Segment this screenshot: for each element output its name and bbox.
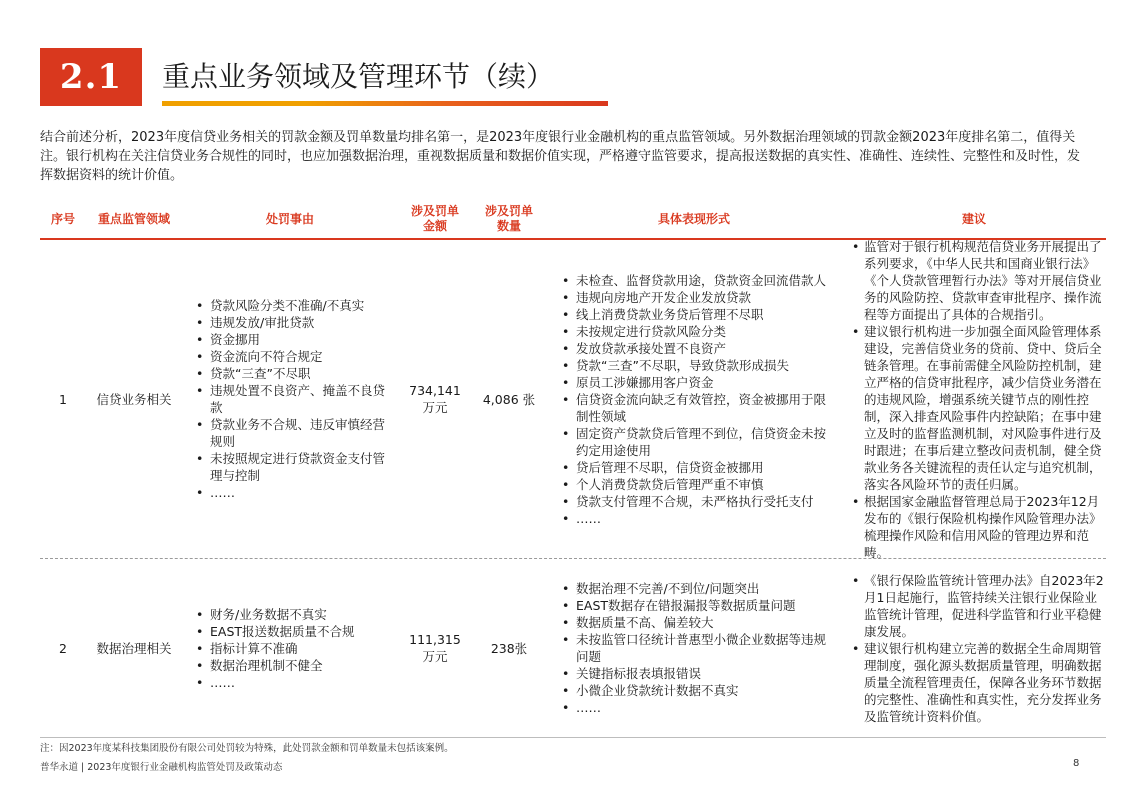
- table-header: [40, 200, 1106, 238]
- list-item: • 贷款风险分类不准确/不真实: [192, 297, 386, 314]
- forms-list: [546, 272, 842, 527]
- header-amount: 涉及罚单金额: [410, 204, 459, 233]
- list-item: • ……: [192, 484, 386, 501]
- list-item: • ……: [558, 510, 828, 527]
- list-item: • 关键指标报表填报错误: [558, 665, 828, 682]
- list-item: • ……: [192, 674, 386, 691]
- row-amount: [398, 382, 472, 416]
- header-reasons: 处罚事由: [265, 211, 314, 226]
- row-area: 信贷业务相关: [96, 391, 172, 407]
- list-item: • 小微企业贷款统计数据不真实: [558, 682, 828, 699]
- forms-list: [546, 580, 842, 716]
- reasons-list: [182, 297, 398, 501]
- list-item: • 未按监管口径统计普惠型小微企业数据等违规问题: [558, 631, 828, 665]
- footer-source: 普华永道 | 2023年度银行业金融机构监管处罚及政策动态: [40, 762, 283, 773]
- advice-list: [842, 572, 1106, 725]
- list-item: • 未按照规定进行贷款资金支付管理与控制: [192, 450, 386, 484]
- row-count: 238张: [490, 640, 528, 656]
- list-item: • EAST数据存在错报漏报等数据质量问题: [558, 597, 828, 614]
- row-area: 数据治理相关: [96, 640, 172, 656]
- list-item: • 建议银行机构建立完善的数据全生命周期管理制度，强化源头数据质量管理，明确数据质量全流程管理责任，保障各业务环节数据的完整性、准确性和真实性，充分发挥业务及监管统计资料价值。: [848, 640, 1106, 725]
- row-reasons: [182, 297, 398, 501]
- row-forms: [546, 272, 842, 527]
- list-item: • 未按规定进行贷款风险分类: [558, 323, 828, 340]
- row-forms: [546, 580, 842, 716]
- row-index: 1: [59, 391, 67, 407]
- reasons-list: [182, 606, 398, 691]
- list-item: • 发放贷款承接处置不良资产: [558, 340, 828, 357]
- advice-list: [842, 238, 1106, 561]
- list-item: • 原员工涉嫌挪用客户资金: [558, 374, 828, 391]
- list-item: • 数据质量不高、偏差较大: [558, 614, 828, 631]
- list-item: • 违规发放/审批贷款: [192, 314, 386, 331]
- page-title: 重点业务领域及管理环节（续）: [162, 60, 555, 93]
- list-item: • 未检查、监督贷款用途，贷款资金回流借款人: [558, 272, 828, 289]
- list-item: • 资金流向不符合规定: [192, 348, 386, 365]
- list-item: • 贷后管理不尽职，信贷资金被挪用: [558, 459, 828, 476]
- intro-paragraph: 结合前述分析，2023年度信贷业务相关的罚款金额及罚单数量均排名第一，是2023年度银行业金融机构的重点监管领域。另外数据治理领域的罚款金额2023年度排名第二，值得关注。银行机构在关注信贷业务合规性的同时，也应加强数据治理，重视数据质量和数据价值实现，严格遵守监管要求，提高报送数据的真实性、准确性、连续性、完整性和及时性，发挥数据资料的统计价值。: [40, 130, 1081, 183]
- list-item: • 资金挪用: [192, 331, 386, 348]
- list-item: • 贷款支付管理不合规，未严格执行受托支付: [558, 493, 828, 510]
- amount-unit: 万元: [422, 649, 448, 664]
- list-item: • 贷款“三查”不尽职: [192, 365, 386, 382]
- row-advice: [842, 572, 1106, 725]
- row-reasons: [182, 606, 398, 691]
- list-item: • 个人消费贷款贷后管理严重不审慎: [558, 476, 828, 493]
- header-forms: 具体表现形式: [657, 211, 730, 226]
- list-item: • 违规处置不良资产、掩盖不良贷款: [192, 382, 386, 416]
- row-count: 4,086 张: [482, 391, 536, 407]
- list-item: • 信贷资金流向缺乏有效管控，资金被挪用于限制性领域: [558, 391, 828, 425]
- list-item: • 建议银行机构进一步加强全面风险管理体系建设，完善信贷业务的贷前、贷中、贷后全链条管理。在事前需健全风险防控机制，建立严格的信贷审批程序，减少信贷业务潜在的违规风险，增强系统关键节点的刚性控制，深入排查风险事件内控缺陷；在事中建立及时的监督监测机制，对风险事件进行及时跟进；在事后建立整改问责机制，健全贷款业务各关键流程的责任认定与追究机制，落实各风险环节的责任归属。: [848, 323, 1106, 493]
- list-item: • 根据国家金融监督管理总局于2023年12月发布的《银行保险机构操作风险管理办法》梳理操作风险和信用风险的管理边界和范畴。: [848, 493, 1106, 561]
- header-count: 涉及罚单数量: [484, 204, 533, 233]
- page-number: 8: [1073, 758, 1080, 769]
- row-advice: [842, 238, 1106, 561]
- list-item: • EAST报送数据质量不合规: [192, 623, 386, 640]
- row-index: 2: [59, 640, 67, 656]
- amount-unit: 万元: [422, 400, 448, 415]
- list-item: • 监管对于银行机构规范信贷业务开展提出了系列要求，《中华人民共和国商业银行法》《个人贷款管理暂行办法》等对开展信贷业务的风险防控、贷款审查审批程序、操作流程等方面提出了具体的合规指引。: [848, 238, 1106, 323]
- amount-value: 111,315: [409, 632, 461, 647]
- focus-areas-table: [40, 200, 1106, 738]
- footnote: 注：因2023年度某科技集团股份有限公司处罚较为特殊，此处罚款金额和罚单数量未包括该案例。: [40, 743, 454, 754]
- title-underline: [162, 101, 608, 106]
- list-item: • 财务/业务数据不真实: [192, 606, 386, 623]
- header-advice: 建议: [961, 211, 986, 226]
- list-item: • 线上消费贷款业务贷后管理不尽职: [558, 306, 828, 323]
- row-amount: [398, 631, 472, 665]
- list-item: • 指标计算不准确: [192, 640, 386, 657]
- list-item: • 固定资产贷款贷后管理不到位，信贷资金未按约定用途使用: [558, 425, 828, 459]
- header-area: 重点监管领域: [97, 211, 170, 226]
- list-item: • 数据治理机制不健全: [192, 657, 386, 674]
- header-index: 序号: [50, 211, 75, 226]
- table-row: [40, 559, 1106, 737]
- list-item: • 贷款业务不合规、违反审慎经营规则: [192, 416, 386, 450]
- amount-value: 734,141: [409, 383, 461, 398]
- list-item: • 数据治理不完善/不到位/问题突出: [558, 580, 828, 597]
- list-item: • 违规向房地产开发企业发放贷款: [558, 289, 828, 306]
- list-item: • ……: [558, 699, 828, 716]
- section-number-badge: 2.1: [40, 48, 142, 106]
- table-bottom-rule: [40, 737, 1106, 738]
- table-row: [40, 240, 1106, 558]
- list-item: • 《银行保险监管统计管理办法》自2023年2月1日起施行，监管持续关注银行业保险业监管统计管理，促进科学监管和行业平稳健康发展。: [848, 572, 1106, 640]
- list-item: • 贷款“三查”不尽职，导致贷款形成损失: [558, 357, 828, 374]
